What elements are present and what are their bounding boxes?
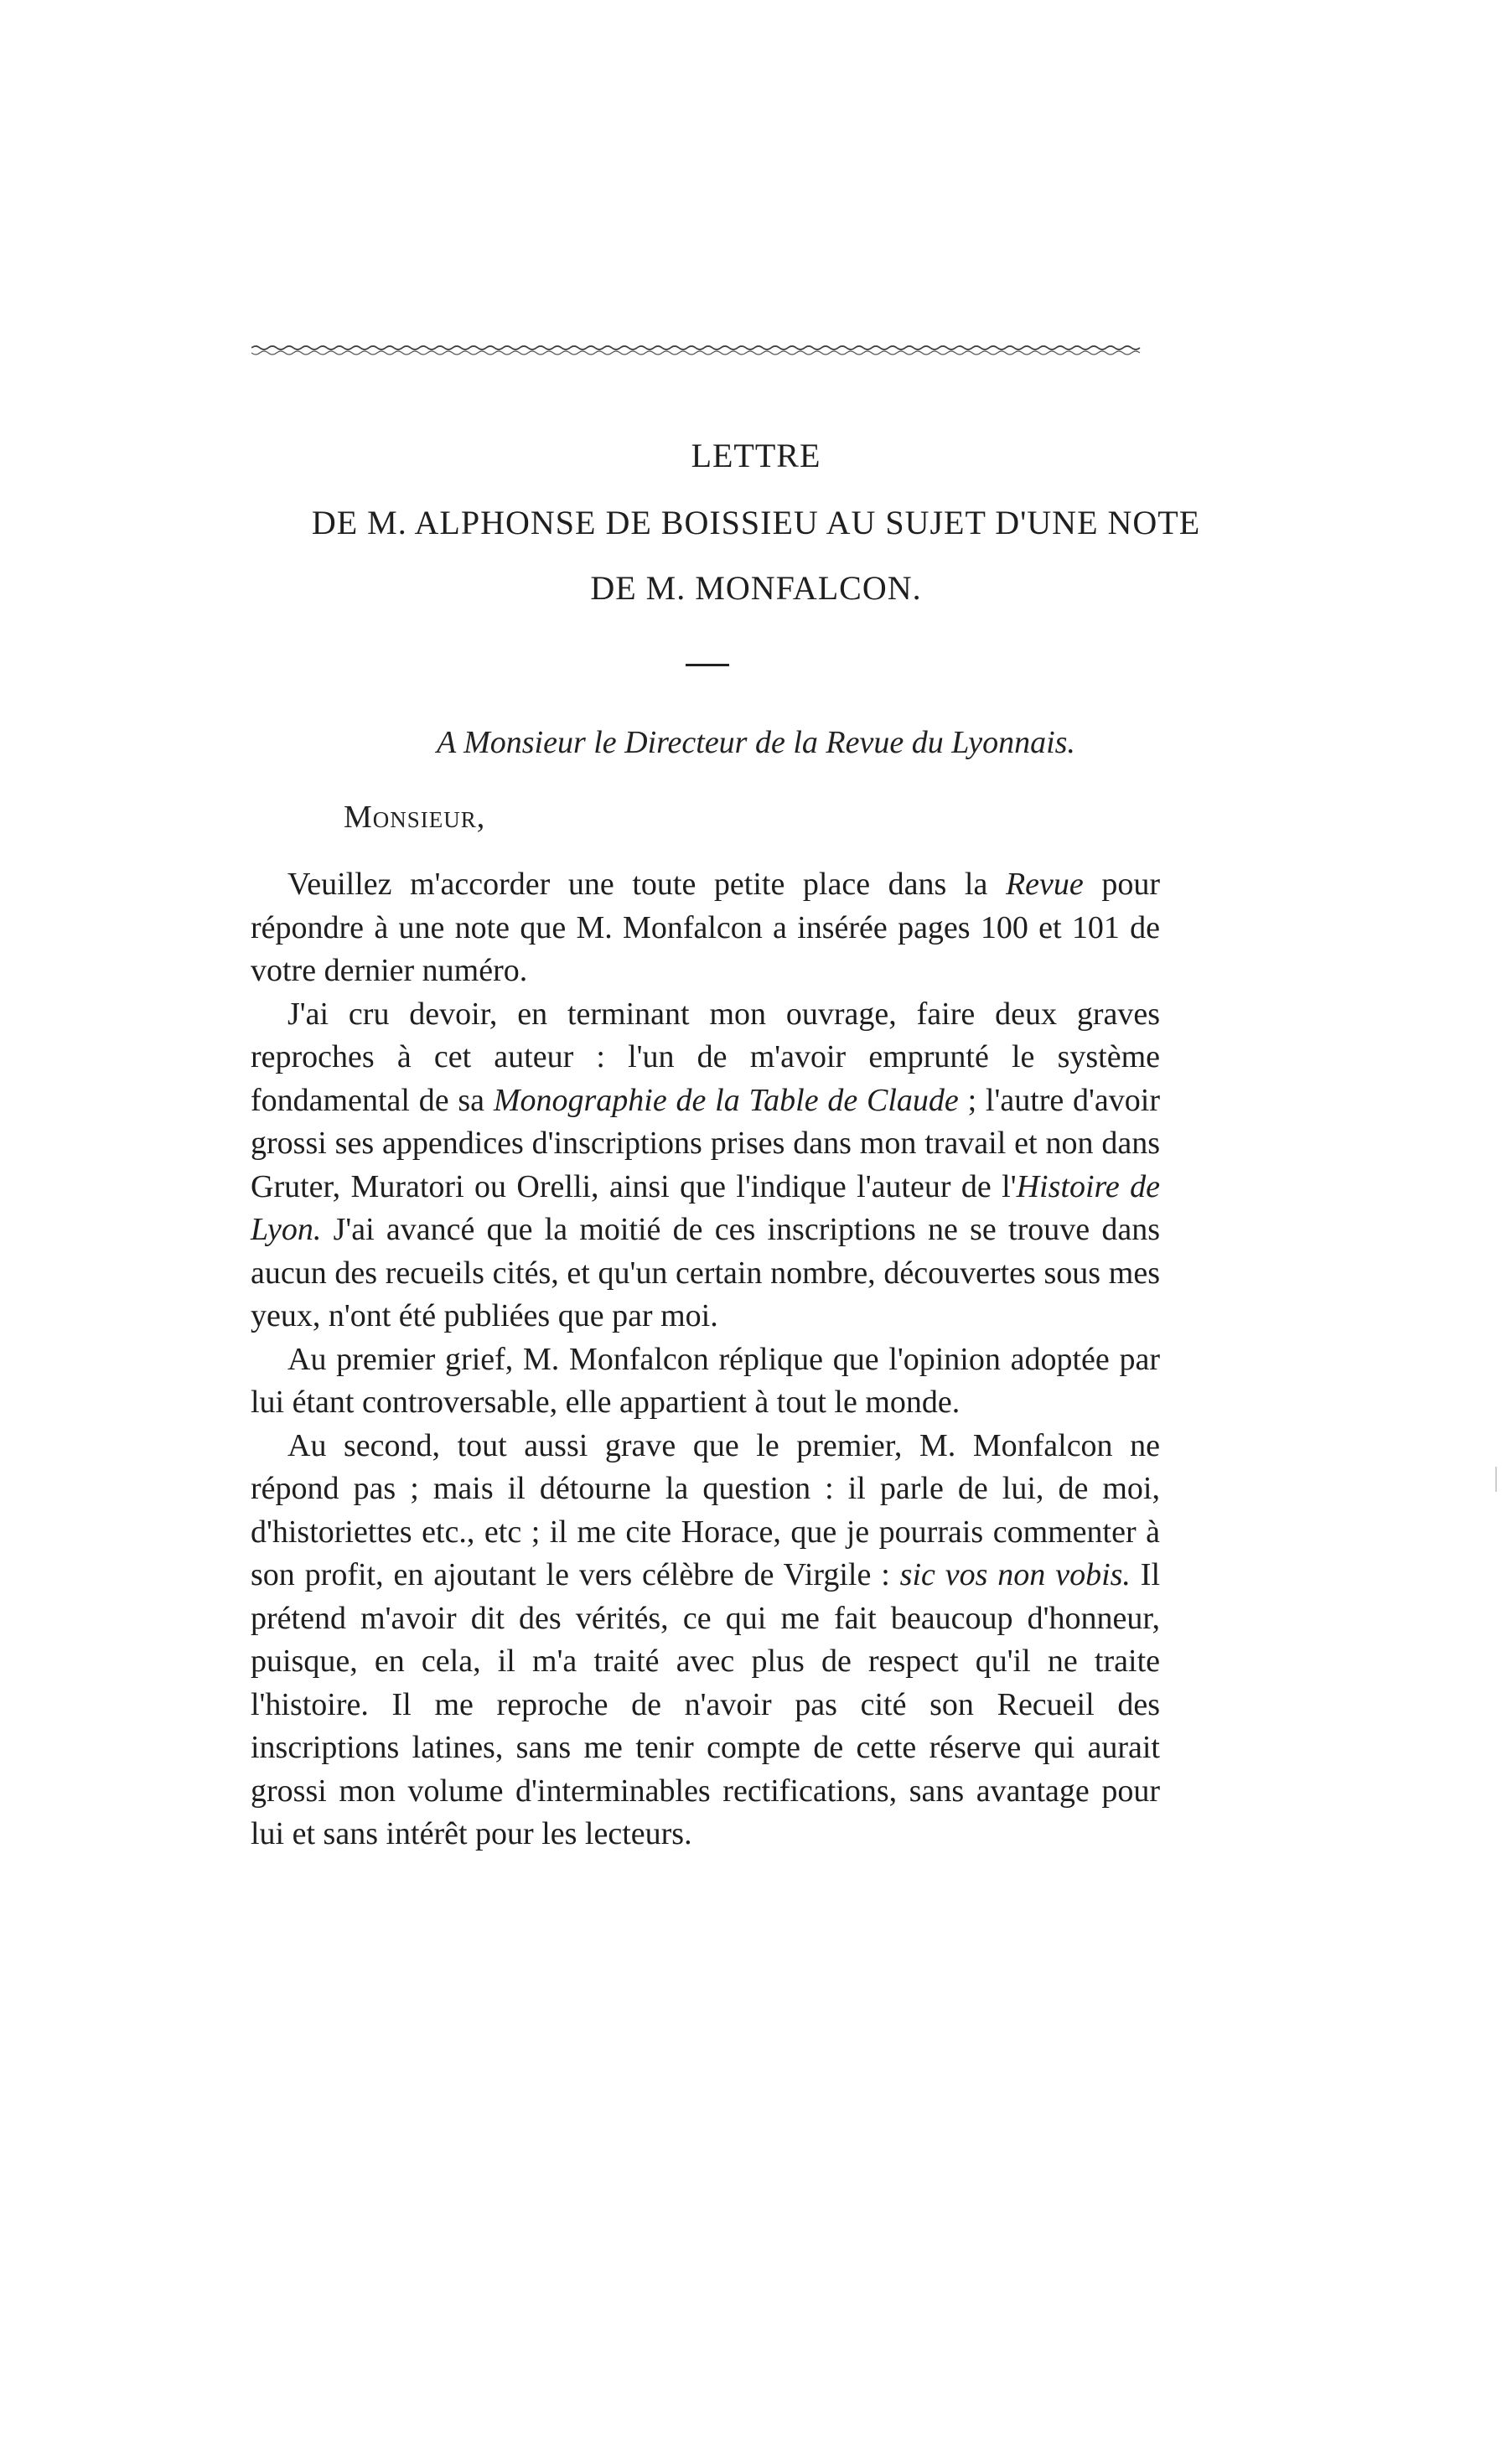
paragraph-4 <box>251 1425 1160 1856</box>
paragraph-2 <box>251 993 1160 1338</box>
paragraph-2-text-b: ; l'autre d'avoir grossi ses appendices d'inscriptions prises dans mon travail et non dans Gruter, Muratori ou Orelli, ainsi que l'indique l'auteur de l' <box>251 1082 1160 1204</box>
revue-italic: Revue <box>1005 867 1084 902</box>
margin-mark <box>1495 1467 1497 1492</box>
paragraph-1-text-b: pour répondre à une note que M. Monfalcon a insérée pages 100 et 101 de votre dernier numéro. <box>251 867 1160 988</box>
paragraph-3: Au premier grief, M. Monfalcon réplique que l'opinion adoptée par lui étant controversable, elle appartient à tout le monde. <box>251 1341 1160 1420</box>
paragraph-4-text-b: Il prétend m'avoir dit des vérités, ce qui me fait beaucoup d'honneur, puisque, en cela, il m'a traité avec plus de respect qu'il ne traite l'histoire. Il me reproche de n'avoir pas cité son Recueil des inscriptions latines, sans me tenir compte de cette réserve qui aurait grossi mon volume d'interminables rectifications, sans avantage pour lui et sans intérêt pour les lecteurs. <box>251 1557 1161 1851</box>
virgil-quote: sic vos non vobis. <box>899 1557 1131 1592</box>
letter-body <box>251 863 1160 1856</box>
paragraph-4-text-a: Au second, tout aussi grave que le premier, M. Monfalcon ne répond pas ; mais il détourne la question : il parle de lui, de moi, d'historiettes etc., etc ; il me cite Horace, que je pourrais commenter à son profit, en ajoutant le vers célèbre de Virgile : <box>251 1427 1160 1592</box>
wavy-border-ornament <box>251 344 1144 356</box>
title-separator-rule <box>686 664 729 666</box>
ornament-wave-top <box>251 346 1140 349</box>
salutation-prefix: A Monsieur le Directeur de la <box>437 725 826 760</box>
greeting: Monsieur, <box>344 800 486 835</box>
paragraph-1 <box>251 863 1160 993</box>
paragraph-2-text-a: J'ai cru devoir, en terminant mon ouvrage, faire deux graves reproches à cet auteur : l'un de m'avoir emprunté le système fondamental de sa <box>251 996 1160 1118</box>
paragraph-1-text-a: Veuillez m'accorder une toute petite place dans la <box>287 867 1006 902</box>
salutation <box>0 724 1512 761</box>
monographie-title: Monographie de la Table de Claude <box>493 1082 959 1118</box>
histoire-title: Histoire de Lyon. <box>251 1168 1161 1247</box>
title-line-3: DE M. MONFALCON. <box>590 569 922 607</box>
ornament-wave-bottom <box>251 351 1140 355</box>
salutation-journal: Revue du Lyonnais. <box>826 725 1075 760</box>
paragraph-2-text-c: J'ai avancé que la moitié de ces inscriptions ne se trouve dans aucun des recueils cités, et qu'un certain nombre, découvertes sous mes yeux, n'ont été publiées que par moi. <box>251 1212 1160 1333</box>
title-line-1: LETTRE <box>691 437 821 474</box>
title-line-2: DE M. ALPHONSE DE BOISSIEU AU SUJET D'UNE NOTE <box>311 504 1201 541</box>
